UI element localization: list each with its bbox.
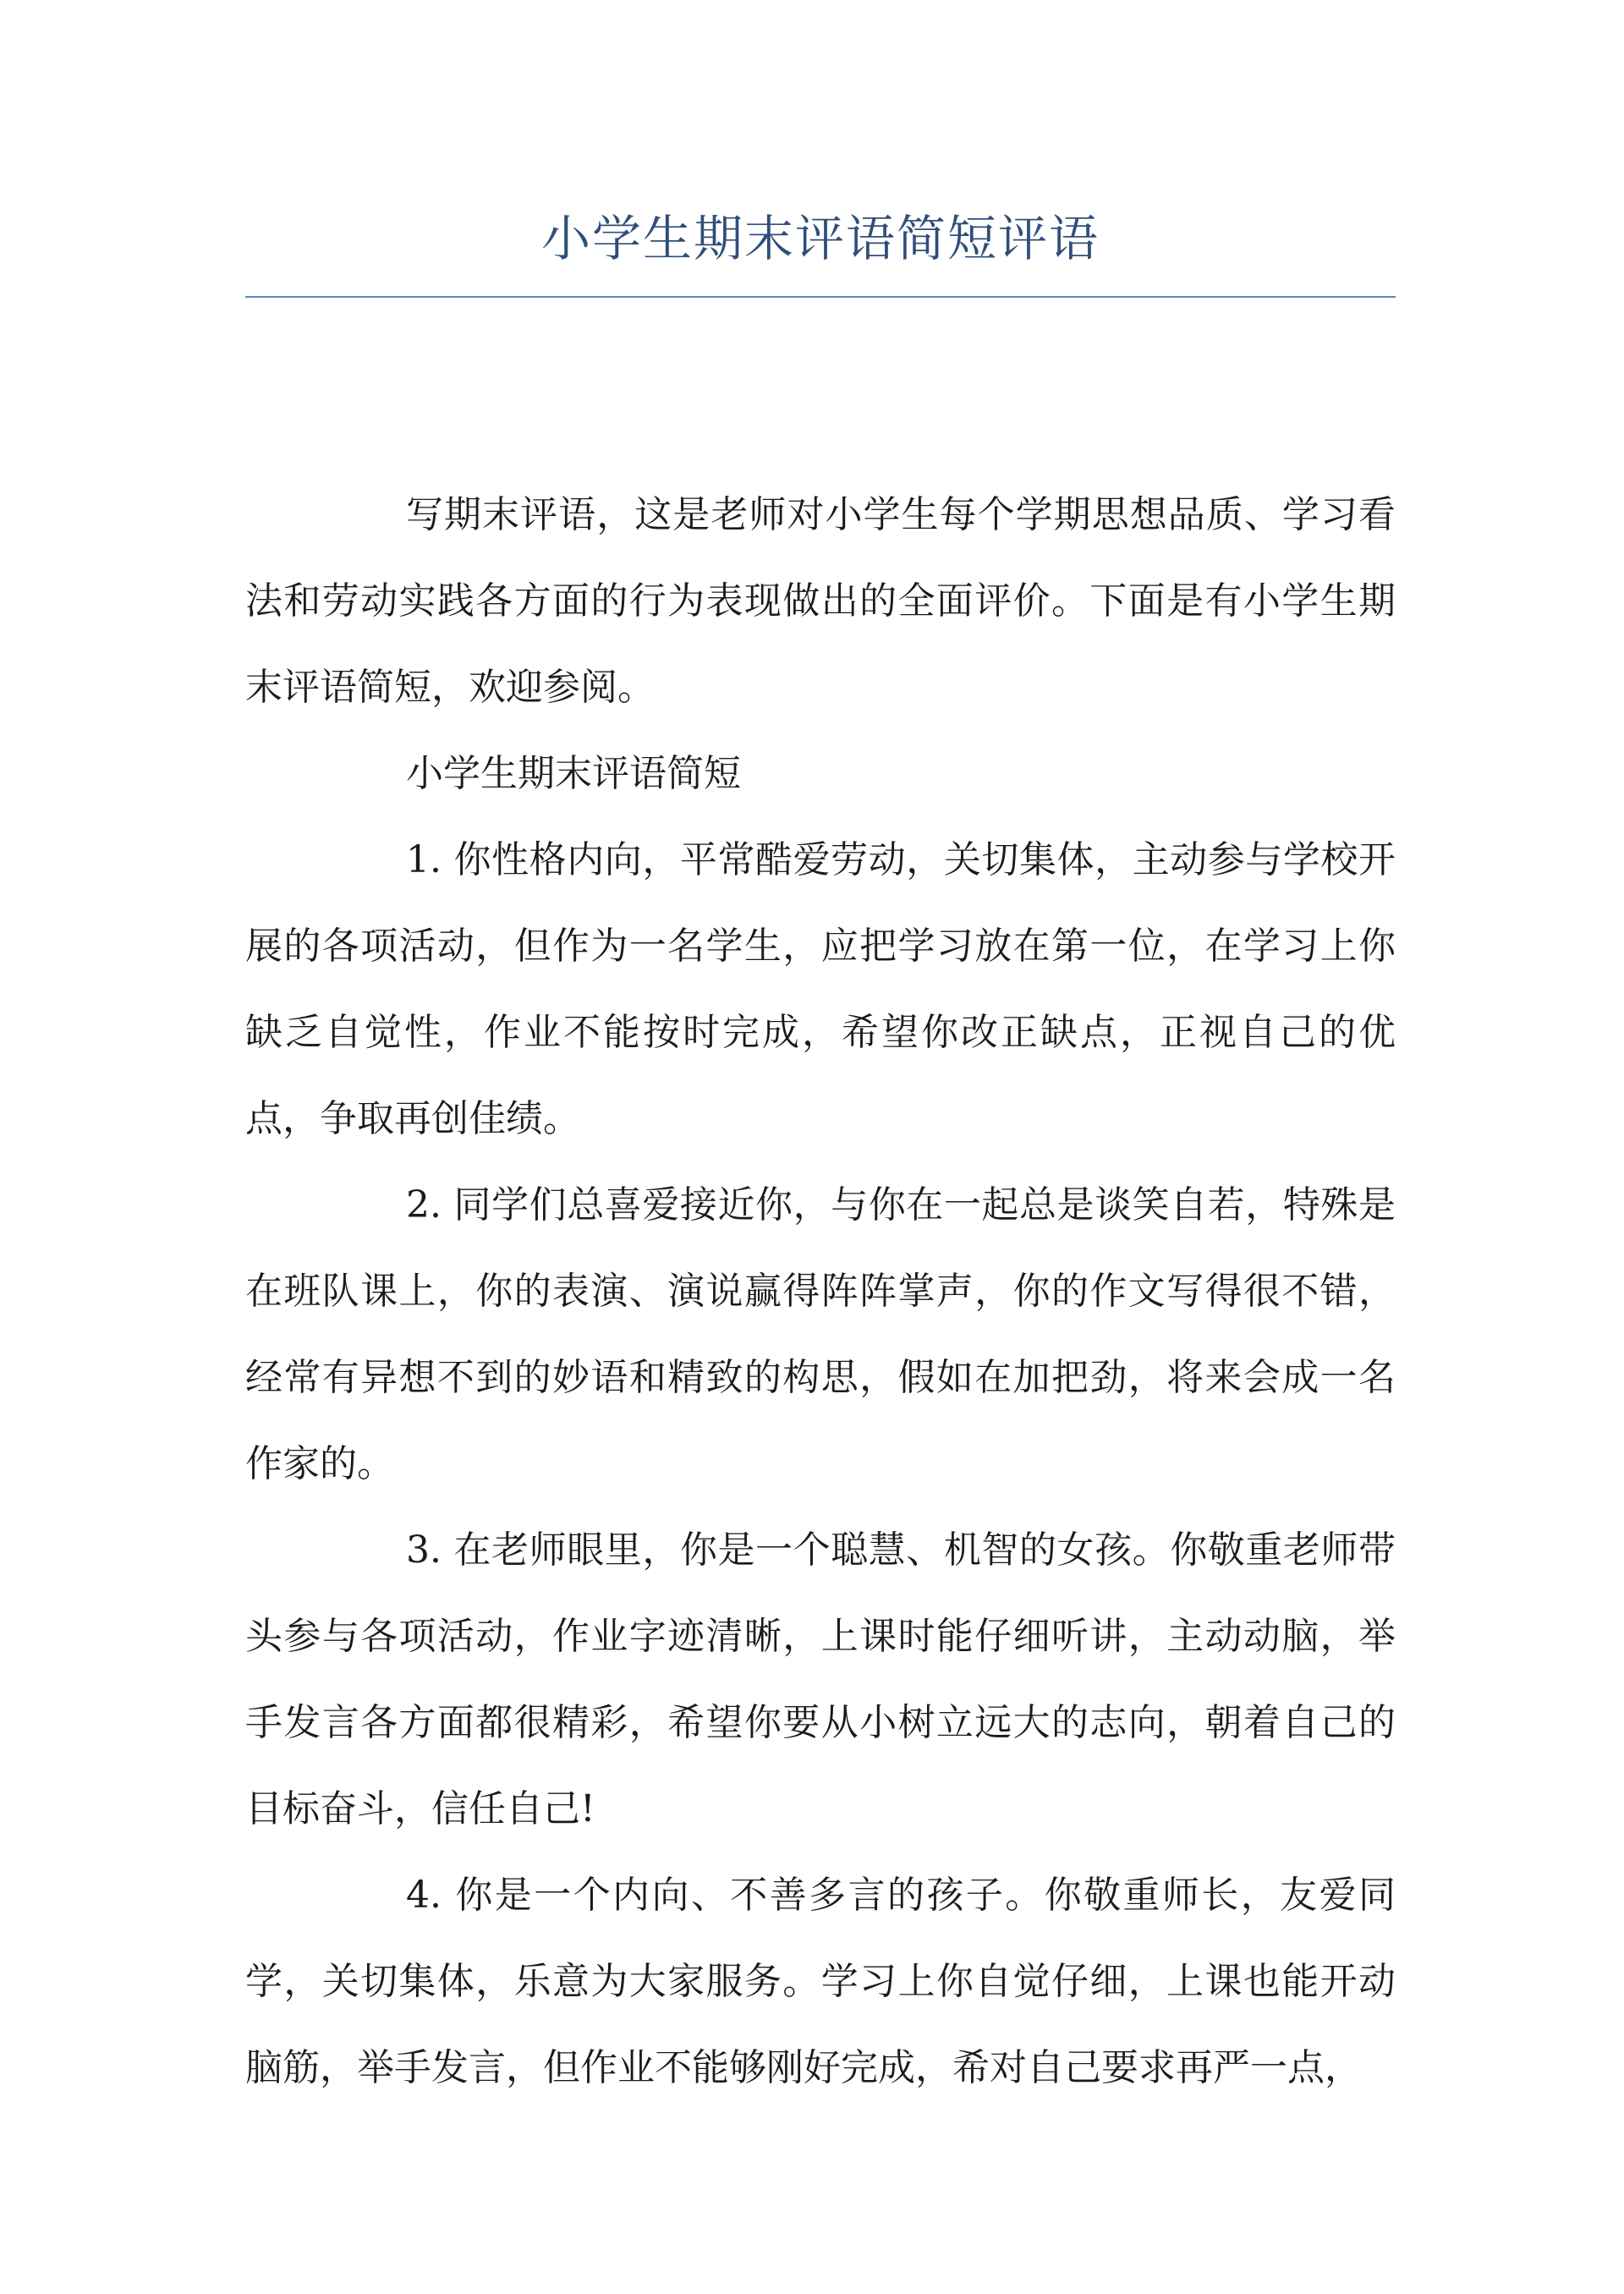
document-body <box>245 472 1396 2111</box>
comment-paragraph-2: 2. 同学们总喜爱接近你，与你在一起总是谈笑自若，特殊是在班队课上，你的表演、演说赢得阵阵掌声，你的作文写得很不错，经常有异想不到的妙语和精致的构思，假如在加把劲，将来会成一名作家的。 <box>245 1183 1396 1485</box>
comment-paragraph-1: 1. 你性格内向，平常酷爱劳动，关切集体，主动参与学校开展的各项活动，但作为一名学生，应把学习放在第一位，在学习上你缺乏自觉性，作业不能按时完成，希望你改正缺点，正视自己的优点，争取再创佳绩。 <box>245 838 1396 1140</box>
comment-paragraph-4: 4. 你是一个内向、不善多言的孩子。你敬重师长，友爱同学，关切集体，乐意为大家服务。学习上你自觉仔细，上课也能开动脑筋，举手发言，但作业不能够刚好完成，希对自己要求再严一点， <box>245 1874 1396 2089</box>
comment-paragraph-3: 3. 在老师眼里，你是一个聪慧、机智的女孩。你敬重老师带头参与各项活动，作业字迹清晰，上课时能仔细听讲，主动动脑，举手发言各方面都很精彩，希望你要从小树立远大的志向，朝着自己的目标奋斗，信任自己! <box>245 1528 1396 1830</box>
document-title: 小学生期末评语简短评语 <box>540 210 1100 267</box>
intro-paragraph: 写期末评语，这是老师对小学生每个学期思想品质、学习看法和劳动实践各方面的行为表现做出的全面评价。下面是有小学生期末评语简短，欢迎参阅。 <box>245 493 1396 709</box>
title-underline <box>245 296 1396 298</box>
section-heading: 小学生期末评语简短 <box>406 752 741 795</box>
